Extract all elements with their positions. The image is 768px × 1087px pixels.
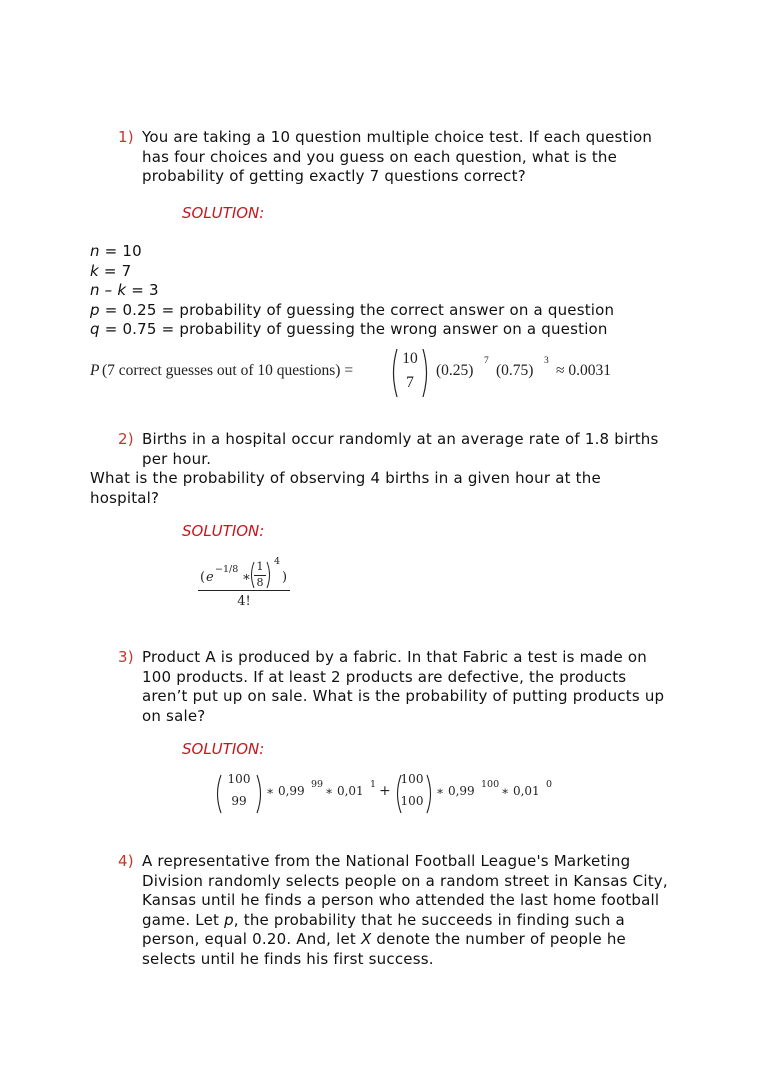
right-paren-icon [266, 561, 272, 589]
q1-line: probability of getting exactly 7 questions correct? [142, 167, 526, 185]
binom2-top: 100 [400, 772, 424, 786]
open-paren: ( [200, 570, 206, 585]
term1-exponent: 99 [311, 779, 324, 790]
term3: ∗ 0,99 [436, 784, 475, 798]
q4-line: selects until he finds his first success. [142, 949, 434, 968]
q1-formula [90, 348, 650, 398]
q2-para-line: hospital? [90, 488, 160, 507]
q2-para-line: What is the probability of observing 4 births in a given hour at the [90, 469, 601, 487]
q3-line: 100 products. If at least 2 products are defective, the products [142, 667, 627, 686]
q3-text [142, 648, 702, 726]
q1-number: 1) [118, 128, 134, 146]
var-line: q = 0.75 = probability of guessing the wrong answer on a question [90, 320, 608, 338]
q3-solution-label: SOLUTION: [182, 740, 265, 758]
frac-bottom: 8 [256, 576, 264, 589]
term4-exponent: 0 [546, 779, 553, 790]
q1-solution-label: SOLUTION: [182, 204, 265, 222]
term2-exponent: 1 [370, 779, 377, 790]
q4-line: person, equal 0.20. And, let X denote the number of people he [142, 930, 626, 948]
q3-line: on sale? [142, 706, 206, 725]
binom1-bottom: 99 [231, 794, 247, 808]
q4-line: A representative from the National Football League's Marketing [142, 852, 631, 870]
binom2-bottom: 100 [400, 794, 424, 808]
main-fraction-bar [198, 590, 290, 591]
binom-top: 10 [402, 350, 418, 367]
q1-text [142, 128, 702, 187]
formula-p: P [90, 362, 100, 379]
q3-line: Product A is produced by a fabric. In that Fabric a test is made on [142, 648, 648, 666]
q4-line: Kansas until he finds a person who attended the last home football [142, 891, 660, 909]
var-line: k = 7 [90, 261, 132, 280]
q2-paragraph [90, 469, 710, 508]
q-term: (0.75) [496, 362, 534, 379]
p-exponent: 7 [484, 356, 489, 366]
term4: ∗ 0,01 [501, 784, 540, 798]
q-exponent: 3 [544, 356, 549, 366]
right-paren-icon [256, 774, 264, 814]
var-line: n – k = 3 [90, 281, 159, 299]
q4-text [142, 852, 722, 969]
e-exponent: −1/8 [215, 564, 239, 575]
term1: ∗ 0,99 [266, 784, 305, 798]
formula-result: ≈ 0.0031 [556, 362, 612, 379]
right-paren-icon [422, 348, 430, 398]
q4-number: 4) [118, 852, 134, 870]
var-line: p = 0.25 = probability of guessing the correct answer on a question [90, 300, 615, 319]
q2-line: Births in a hospital occur randomly at an average rate of 1.8 births [142, 430, 659, 448]
right-paren-icon [426, 774, 434, 814]
term2: ∗ 0,01 [325, 784, 364, 798]
q1-line: You are taking a 10 question multiple choice test. If each question [142, 128, 653, 146]
formula-arg: (7 correct guesses out of 10 questions) = [102, 362, 354, 379]
e-symbol: e [206, 570, 214, 585]
q3-formula [214, 772, 574, 816]
q2-formula [196, 556, 296, 612]
term3-exponent: 100 [481, 779, 500, 790]
frac-power: 4 [274, 556, 281, 567]
binom1-top: 100 [227, 772, 251, 786]
star-operator: ∗ [242, 570, 251, 585]
q3-line: aren’t put up on sale. What is the probability of putting products up [142, 687, 665, 705]
q1-line: has four choices and you guess on each question, what is the [142, 147, 618, 166]
plus-operator: + [379, 783, 391, 799]
p-term: (0.25) [436, 362, 474, 379]
q2-number: 2) [118, 430, 134, 448]
close-paren: ) [282, 570, 288, 585]
q2-text [142, 430, 702, 469]
q2-solution-label: SOLUTION: [182, 522, 265, 540]
var-line: n = 10 [90, 242, 142, 260]
q3-number: 3) [118, 648, 134, 666]
left-paren-icon [214, 774, 222, 814]
q4-line: Division randomly selects people on a random street in Kansas City, [142, 871, 668, 890]
q2-line: per hour. [142, 449, 212, 468]
left-paren-icon [390, 348, 398, 398]
q4-line: game. Let p, the probability that he succeeds in finding such a [142, 910, 625, 929]
binom-bottom: 7 [406, 374, 414, 391]
q1-variables [90, 242, 614, 340]
denominator: 4! [237, 594, 251, 609]
frac-top: 1 [256, 560, 264, 573]
